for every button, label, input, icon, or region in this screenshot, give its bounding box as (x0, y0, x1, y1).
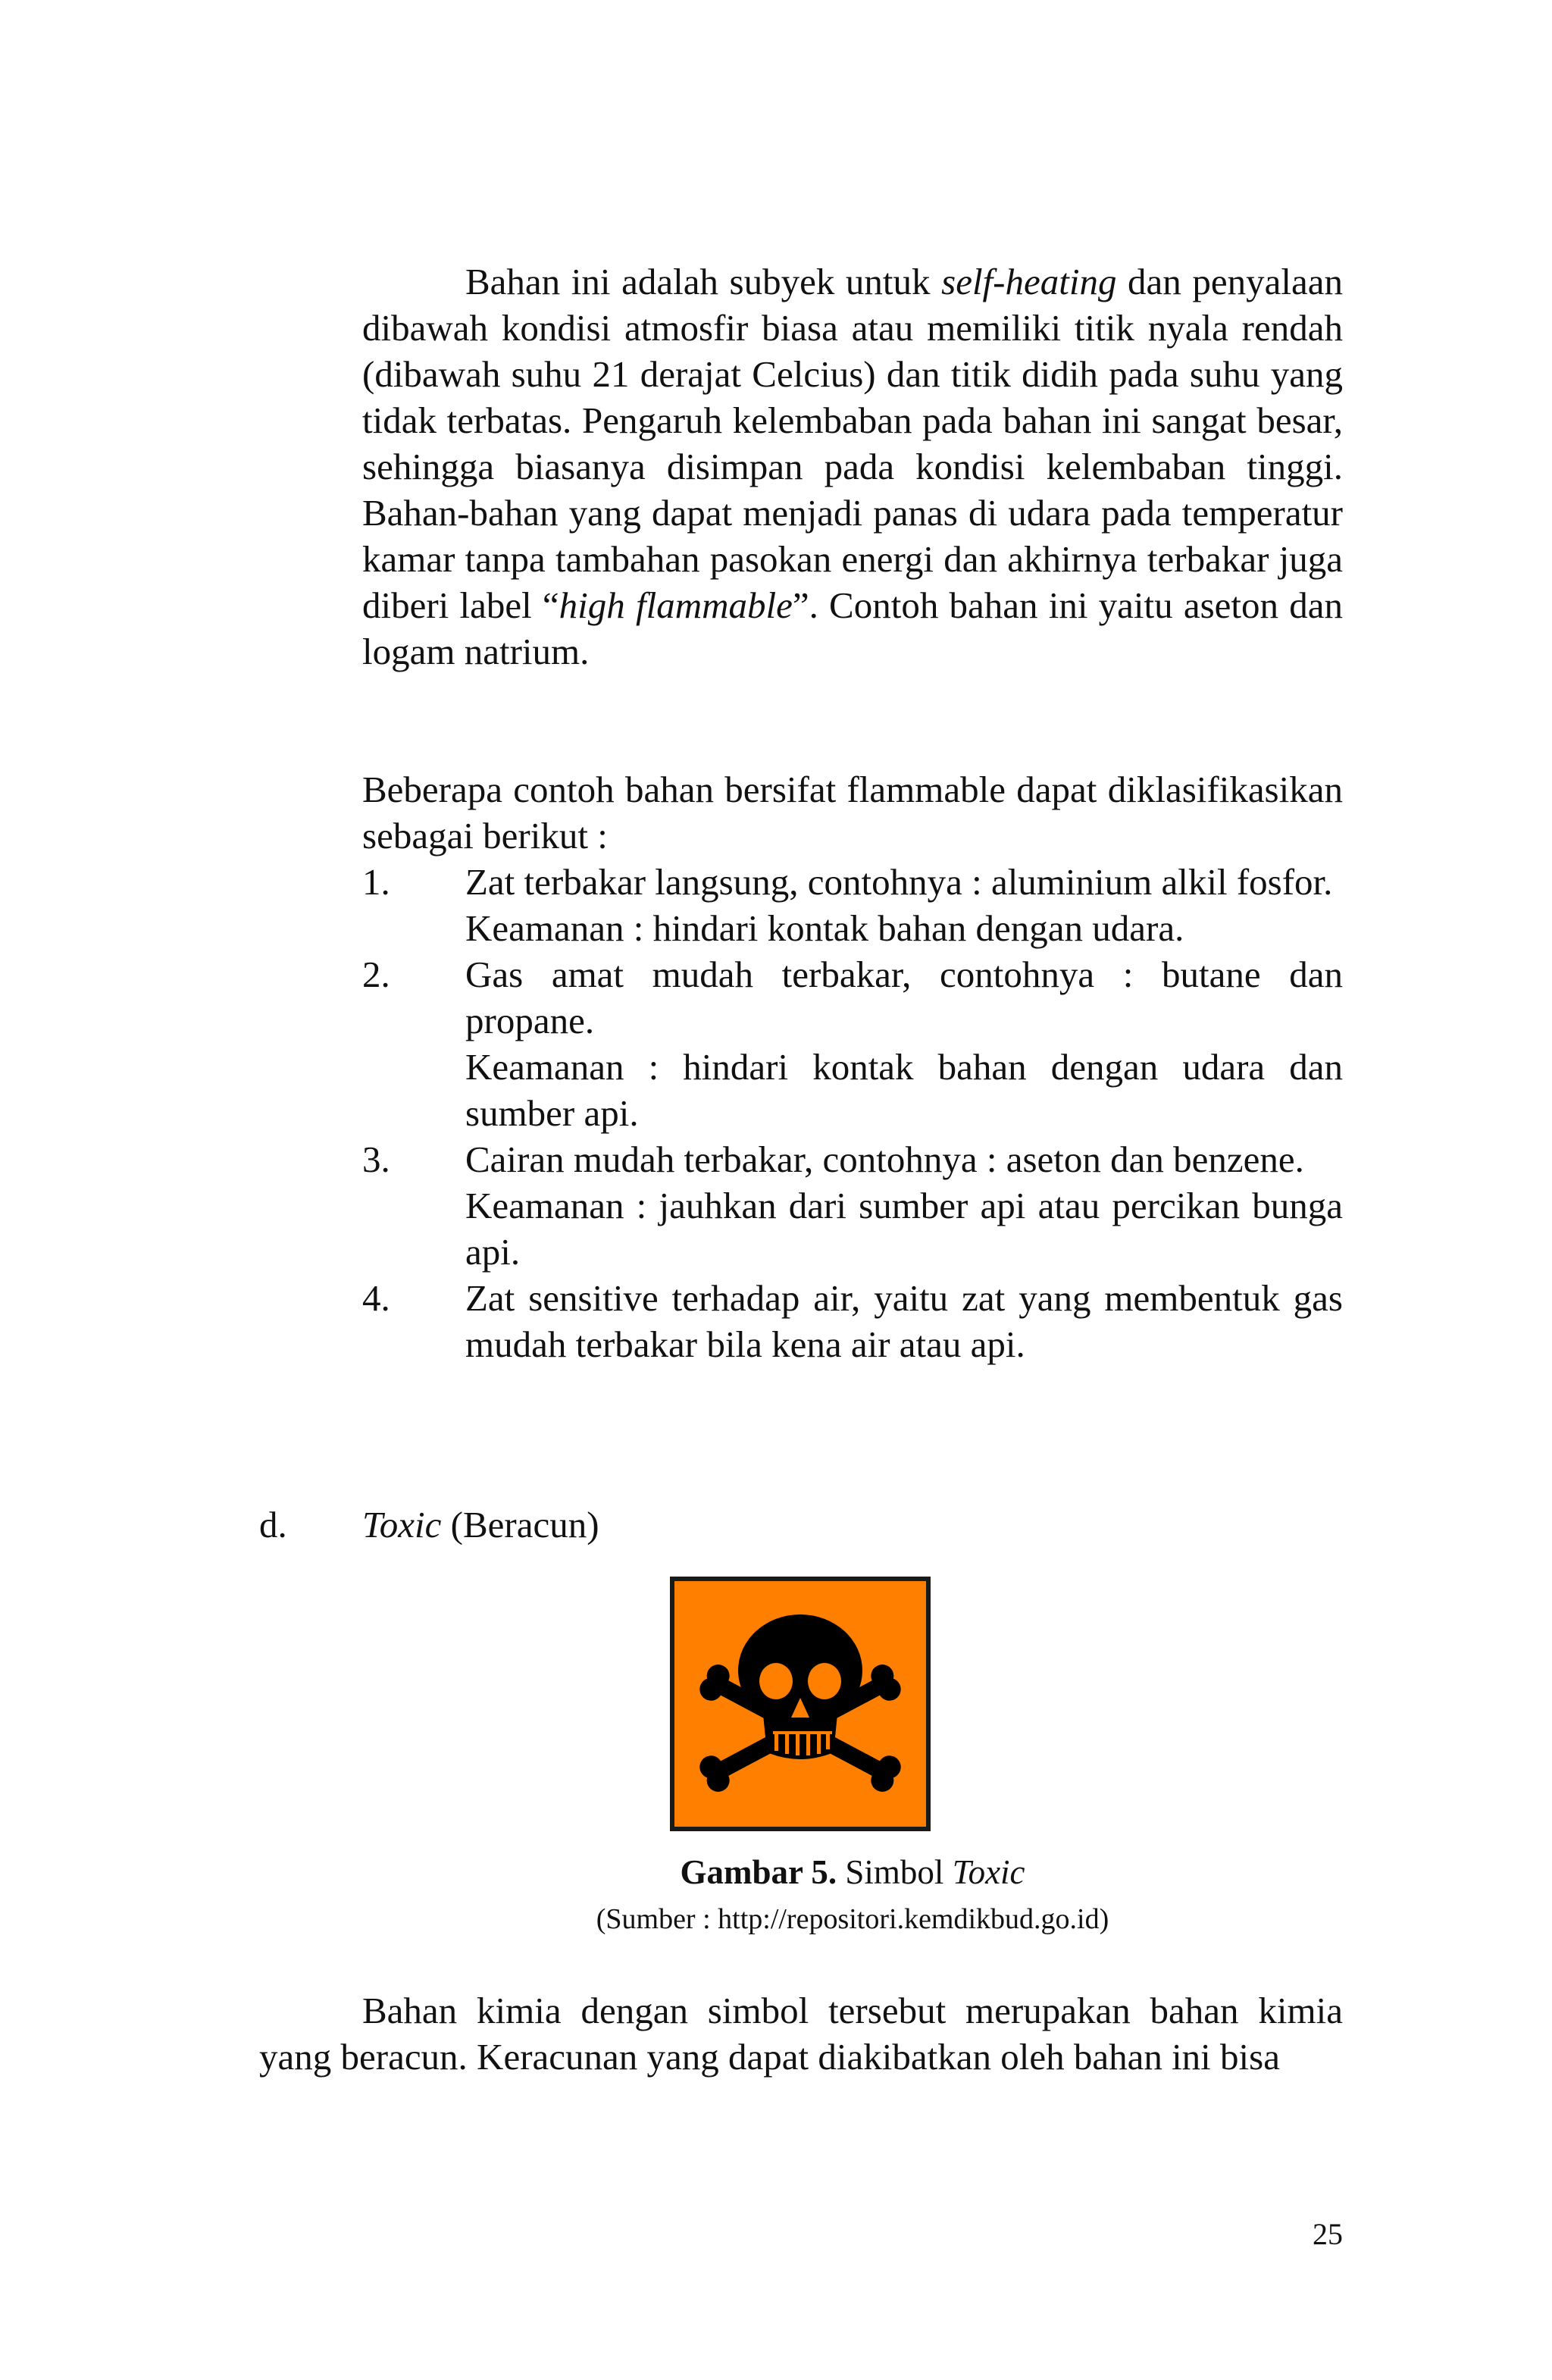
flammable-classification-list (362, 859, 1343, 1367)
italic-term: self-heating (941, 261, 1117, 302)
list-item-text: Gas amat mudah terbakar, contohnya : butane dan propane. (465, 954, 1343, 1041)
paragraph-toxic-description (259, 1987, 1343, 2080)
list-item-text: Cairan mudah terbakar, contohnya : aseton dan benzene. (465, 1138, 1304, 1180)
paragraph-text: dan penyalaan dibawah kondisi atmosfir biasa atau memiliki titik nyala rendah (dibawah suhu 21 derajat Celcius) dan titik didih pada suhu yang tidak terbatas. Pengaruh kelembaban pada bahan ini sangat besar, sehingga biasanya disimpan pada kondisi kelembaban tinggi. Bahan-bahan yang dapat menjadi panas di udara pada temperatur kamar tanpa tambahan pasokan energi dan akhirnya terbakar juga diberi label “ (362, 261, 1343, 626)
figure-caption (362, 1851, 1343, 1893)
list-item (362, 1136, 1343, 1275)
list-item (362, 1275, 1343, 1367)
caption-text: Simbol (837, 1853, 953, 1891)
section-letter: d. (259, 1504, 287, 1545)
caption-label: Gambar 5. (680, 1853, 837, 1891)
list-item (362, 859, 1343, 951)
skull-and-crossbones-icon (670, 1577, 931, 1831)
list-number: 4. (362, 1277, 390, 1319)
list-item-text: Zat terbakar langsung, contohnya : aluminium alkil fosfor. (465, 861, 1333, 903)
section-title-italic: Toxic (362, 1504, 442, 1545)
list-number: 3. (362, 1138, 390, 1180)
list-item-safety: Keamanan : jauhkan dari sumber api atau percikan bunga api. (465, 1185, 1343, 1273)
italic-term: high flammable (559, 584, 793, 626)
list-item-safety: Keamanan : hindari kontak bahan dengan udara dan sumber api. (465, 1046, 1343, 1134)
section-heading-toxic (259, 1502, 599, 1548)
paragraph-text: Bahan ini adalah subyek untuk (465, 261, 942, 302)
paragraph-text: Bahan kimia dengan simbol tersebut merupakan bahan kimia yang beracun. Keracunan yang dapat diakibatkan oleh bahan ini bisa (259, 1990, 1343, 2078)
list-number: 2. (362, 954, 390, 995)
paragraph-flammable-intro: Beberapa contoh bahan bersifat flammable dapat diklasifikasikan sebagai berikut : (362, 769, 1343, 856)
list-item-text: Zat sensitive terhadap air, yaitu zat yang membentuk gas mudah terbakar bila kena air atau api. (465, 1277, 1343, 1365)
list-item (362, 951, 1343, 1136)
caption-italic: Toxic (952, 1853, 1025, 1891)
figure-source: (Sumber : http://repositori.kemdikbud.go.id) (596, 1903, 1109, 1935)
list-number: 1. (362, 861, 390, 903)
section-title-rest: (Beracun) (441, 1504, 599, 1545)
paragraph-self-heating (362, 258, 1343, 675)
paragraph-text: ”. Contoh bahan ini yaitu aseton dan logam natrium. (362, 584, 1343, 672)
list-item-safety: Keamanan : hindari kontak bahan dengan udara. (465, 907, 1184, 949)
page-number: 25 (1313, 2217, 1343, 2251)
toxic-symbol (670, 1577, 931, 1831)
